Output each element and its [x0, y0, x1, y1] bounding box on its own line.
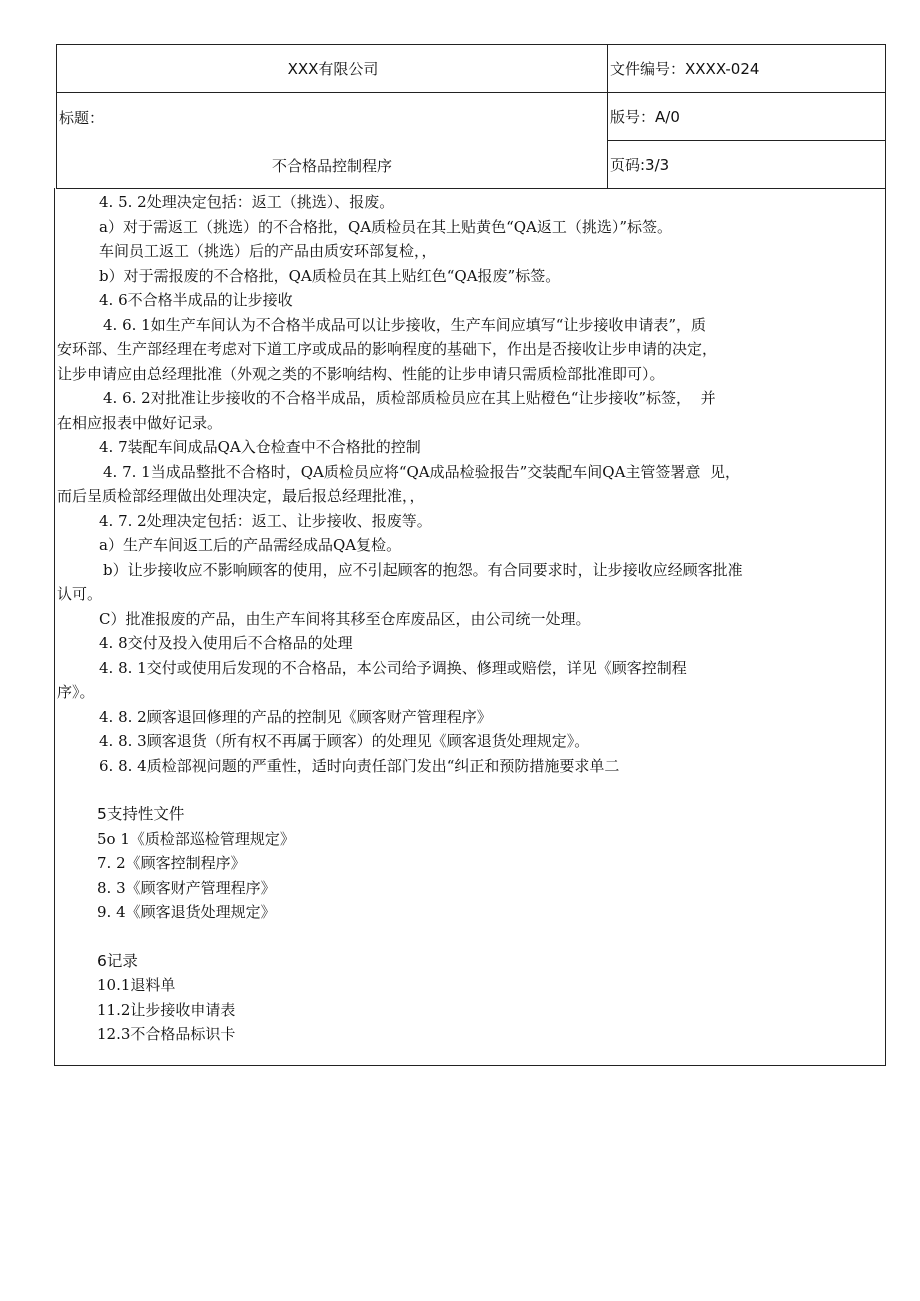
paragraph: 4. 6. 2对批准让步接收的不合格半成品，质检部质检员应在其上贴橙色“让步接收”标签， 并	[103, 389, 716, 407]
paragraph: 4. 6. 1如生产车间认为不合格半成品可以让步接收，生产车间应填写“让步接收申请表”，质	[103, 315, 707, 334]
section-heading: 4. 7装配车间成品QA入仓检查中不合格批的控制	[99, 438, 421, 456]
paragraph: b）让步接收应不影响顾客的使用，应不引起顾客的抱怨。有合同要求时，让步接收应经顾客批准	[103, 560, 743, 579]
section-heading: 4. 8交付及投入使用后不合格品的处理	[99, 634, 353, 652]
paragraph: 6. 8. 4质检部视问题的严重性，适时向责任部门发出“纠正和预防措施要求单二	[99, 756, 620, 775]
paragraph: 让步申请应由总经理批准（外观之类的不影响结构、性能的让步申请只需质检部批准即可）。	[57, 364, 665, 383]
paragraph: b）对于需报废的不合格批，QA质检员在其上贴红色“QA报废”标签。	[99, 266, 561, 285]
version-number: 版号：A/0	[608, 93, 886, 141]
title-cell	[57, 93, 608, 189]
record-item: 10.1退料单	[97, 976, 176, 994]
paragraph: a）生产车间返工后的产品需经成品QA复检。	[99, 536, 402, 554]
record-item: 12.3不合格品标识卡	[97, 1025, 236, 1043]
paragraph: 4. 8. 1交付或使用后发现的不合格品，本公司给予调换、修理或赔偿，详见《顾客控制程	[99, 658, 687, 677]
paragraph: 4. 7. 1当成品整批不合格时，QA质检员应将“QA成品检验报告”交装配车间QA主管签署意 见，	[103, 462, 740, 481]
record-item: 11.2让步接收申请表	[97, 1000, 236, 1019]
paragraph: 安环部、生产部经理在考虑对下道工序或成品的影响程度的基础下，作出是否接收让步申请的决定，	[57, 340, 718, 358]
support-doc-item: 5o 1《质检部巡检管理规定》	[97, 829, 295, 848]
page-number: 页码:3/3	[608, 141, 886, 189]
document-header-table	[56, 44, 886, 189]
paragraph: a）对于需返工（挑选）的不合格批，QA质检员在其上贴黄色“QA返工（挑选）”标签。	[99, 217, 673, 236]
company-name: XXX有限公司	[57, 45, 608, 93]
paragraph: 4. 8. 3顾客退货（所有权不再属于顾客）的处理见《顾客退货处理规定》。	[99, 732, 590, 750]
document-title: 不合格品控制程序	[271, 157, 392, 175]
support-doc-item: 9. 4《顾客退货处理规定》	[97, 903, 276, 921]
section-heading: 4. 6不合格半成品的让步接收	[99, 291, 293, 309]
paragraph: 车间员工返工（挑选）后的产品由质安环部复检，，	[99, 242, 437, 260]
paragraph: 序》。	[57, 683, 95, 701]
support-docs-heading: 5支持性文件	[97, 805, 185, 823]
paragraph: 而后呈质检部经理做出处理决定，最后报总经理批准，，	[57, 487, 425, 505]
records-heading: 6记录	[97, 951, 138, 970]
title-label: 标题：	[59, 109, 105, 127]
document-body	[57, 190, 885, 1047]
support-doc-item: 8. 3《顾客财产管理程序》	[97, 878, 276, 897]
paragraph: C）批准报废的产品，由生产车间将其移至仓库废品区，由公司统一处理。	[99, 609, 591, 628]
paragraph: 4. 8. 2顾客退回修理的产品的控制见《顾客财产管理程序》	[99, 707, 492, 726]
document-number: 文件编号：XXXX-024	[608, 45, 886, 93]
paragraph: 4. 7. 2处理决定包括：返工、让步接收、报废等。	[99, 511, 432, 530]
paragraph: 认可。	[57, 585, 103, 603]
paragraph: 在相应报表中做好记录。	[57, 413, 223, 432]
paragraph: 4. 5. 2处理决定包括：返工（挑选）、报废。	[99, 193, 395, 211]
support-doc-item: 7. 2《顾客控制程序》	[97, 854, 246, 872]
